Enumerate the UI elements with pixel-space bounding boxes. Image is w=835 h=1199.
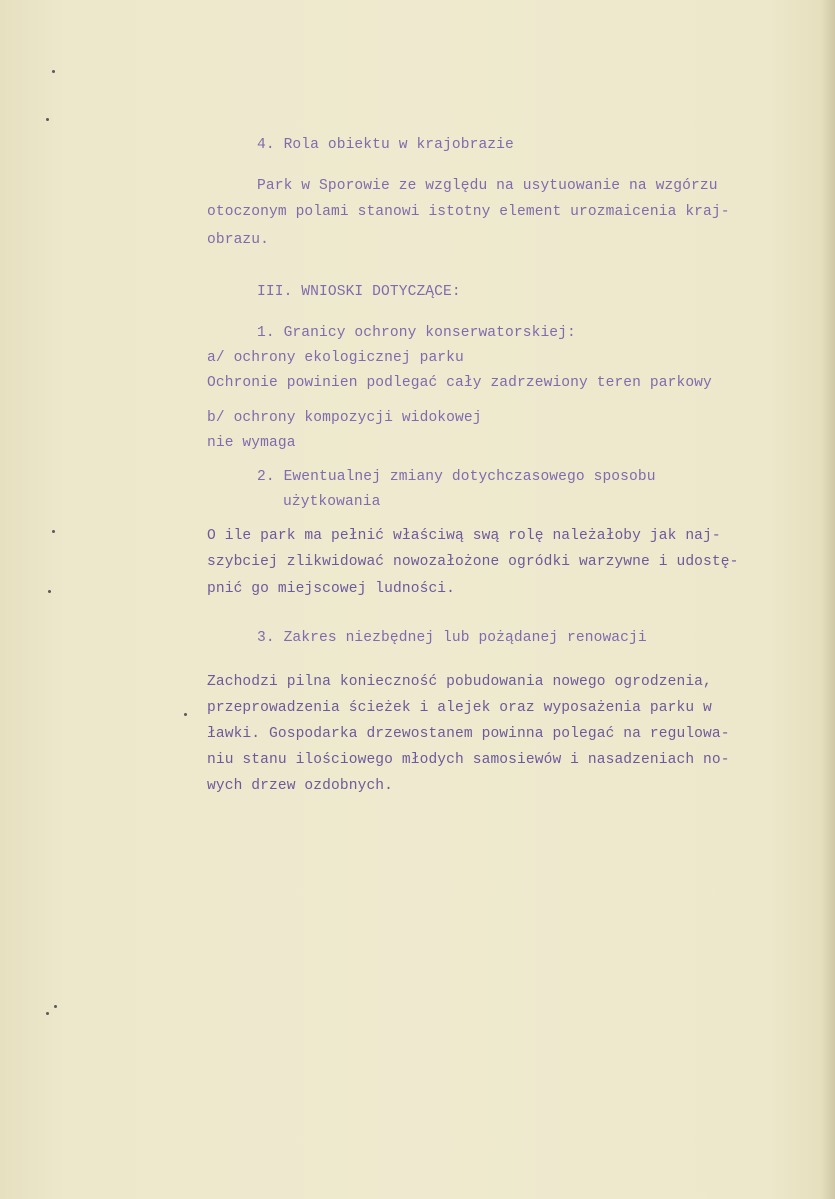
item-1a-label: a/ ochrony ekologicznej parku (207, 350, 464, 366)
item-3-text-line-1: Zachodzi pilna konieczność pobudowania nowego ogrodzenia, (207, 674, 712, 690)
item-3-text-line-2: przeprowadzenia ścieżek i alejek oraz wyposażenia parku w (207, 700, 712, 716)
item-3-text-line-4: niu stanu ilościowego młodych samosiewów i nasadzeniach no- (207, 752, 730, 768)
item-3-text-line-5: wych drzew ozdobnych. (207, 778, 394, 794)
paper-speck (46, 118, 49, 121)
paper-speck (184, 713, 187, 716)
paper-speck (46, 1012, 49, 1015)
item-1b-text: nie wymaga (207, 435, 296, 451)
item-2-text-line-3: pnić go miejscowej ludności. (207, 581, 456, 597)
section-4-text-line-1: Park w Sporowie ze względu na usytuowanie na wzgórzu (257, 178, 718, 194)
section-3-heading: III. WNIOSKI DOTYCZĄCE: (257, 284, 461, 300)
item-3-heading: 3. Zakres niezbędnej lub pożądanej renowacji (257, 630, 647, 646)
paper-speck (52, 70, 55, 73)
section-4-text-line-2: otoczonym polami stanowi istotny element urozmaicenia kraj- (207, 204, 730, 220)
paper-speck (52, 530, 55, 533)
item-1a-text: Ochronie powinien podlegać cały zadrzewiony teren parkowy (207, 375, 712, 391)
item-2-text-line-1: O ile park ma pełnić właściwą swą rolę należałoby jak naj- (207, 528, 721, 544)
item-3-text-line-3: ławki. Gospodarka drzewostanem powinna polegać na regulowa- (207, 726, 730, 742)
item-2-heading-line-1: 2. Ewentualnej zmiany dotychczasowego sposobu (257, 469, 656, 485)
paper-speck (54, 1005, 57, 1008)
section-4-heading: 4. Rola obiektu w krajobrazie (257, 137, 514, 153)
paper-speck (48, 590, 51, 593)
item-2-heading-line-2: użytkowania (283, 494, 381, 510)
item-1b-label: b/ ochrony kompozycji widokowej (207, 410, 482, 426)
item-2-text-line-2: szybciej zlikwidować nowozałożone ogródki warzywne i udostę- (207, 554, 739, 570)
item-1-heading: 1. Granicy ochrony konserwatorskiej: (257, 325, 576, 341)
section-4-text-line-3: obrazu. (207, 232, 270, 248)
